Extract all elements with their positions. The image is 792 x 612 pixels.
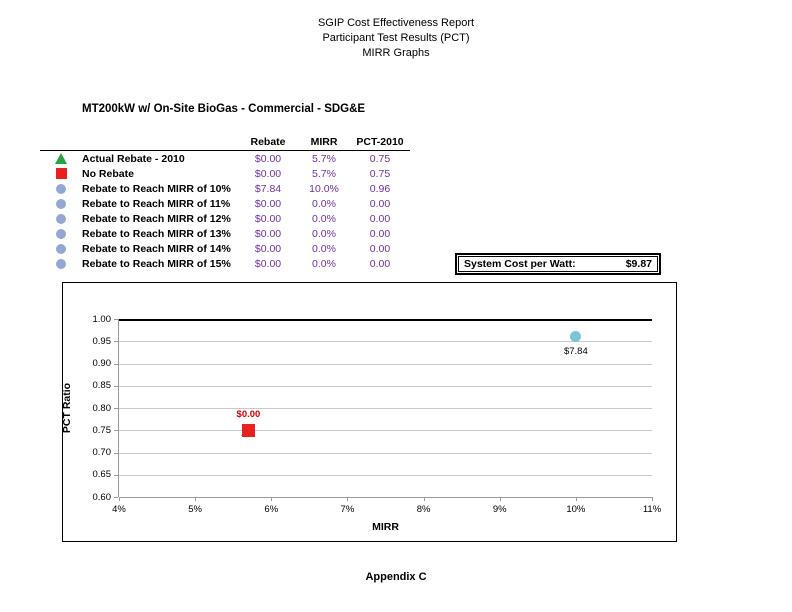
legend-table-header (40, 133, 410, 151)
mirr-chart (62, 282, 677, 542)
legend-table (40, 133, 410, 271)
x-tick-label: 9% (492, 504, 507, 515)
circle-marker-icon (56, 259, 66, 269)
legend-row-pct: 0.96 (369, 182, 391, 195)
legend-row-rebate: $0.00 (254, 227, 282, 240)
legend-row-mirr: 0.0% (312, 227, 336, 240)
x-tick-mark (271, 497, 272, 501)
legend-row-rebate: $0.00 (254, 257, 282, 270)
legend-marker-cell (40, 184, 82, 194)
system-cost-value: $9.87 (625, 258, 652, 270)
gridline-0.60 (119, 497, 652, 498)
legend-row-rebate: $0.00 (254, 197, 282, 210)
legend-row-pct: 0.00 (369, 242, 391, 255)
legend-row-label: Rebate to Reach MIRR of 11% (82, 197, 231, 210)
x-tick-label: 6% (264, 504, 279, 515)
legend-table-body (40, 151, 410, 271)
legend-row-label: Rebate to Reach MIRR of 15% (82, 257, 231, 270)
legend-row-pct: 0.75 (369, 152, 391, 165)
legend-row-mirr: 5.7% (312, 152, 336, 165)
x-tick-label: 11% (642, 504, 662, 515)
gridline-0.75 (119, 430, 652, 431)
y-tick-mark (114, 386, 118, 387)
y-tick-mark (114, 430, 118, 431)
y-tick-mark (114, 341, 118, 342)
chart-plot-area (92, 313, 662, 515)
header-pct-2010: PCT-2010 (356, 135, 404, 148)
x-tick-mark (347, 497, 348, 501)
x-axis-title: MIRR (372, 521, 399, 533)
legend-table-row (40, 181, 410, 196)
y-tick-label: 0.65 (92, 469, 111, 481)
legend-row-mirr: 0.0% (312, 197, 336, 210)
data-point-label: $7.84 (563, 346, 588, 358)
x-tick-mark (119, 497, 120, 501)
header-mirr: MIRR (310, 135, 338, 148)
legend-row-mirr: 5.7% (312, 167, 336, 180)
legend-row-label: No Rebate (82, 167, 134, 180)
y-tick-mark (114, 453, 118, 454)
y-tick-mark (114, 364, 118, 365)
legend-row-mirr: 0.0% (312, 257, 336, 270)
legend-marker-cell (40, 229, 82, 239)
legend-row-rebate: $0.00 (254, 242, 282, 255)
circle-marker-icon (56, 199, 66, 209)
x-tick-label: 7% (340, 504, 355, 515)
y-tick-mark (114, 319, 118, 320)
y-tick-label: 0.95 (92, 335, 111, 347)
legend-row-label: Rebate to Reach MIRR of 14% (82, 242, 231, 255)
legend-marker-cell (40, 168, 82, 179)
legend-marker-cell (40, 259, 82, 269)
legend-row-pct: 0.00 (369, 197, 391, 210)
legend-table-row (40, 256, 410, 271)
system-cost-inner (458, 256, 658, 272)
legend-table-row (40, 151, 410, 166)
x-tick-mark (576, 497, 577, 501)
legend-row-mirr: 10.0% (309, 182, 339, 195)
y-tick-label: 0.90 (92, 358, 111, 369)
header-rebate: Rebate (250, 135, 286, 148)
legend-row-label: Rebate to Reach MIRR of 12% (82, 212, 231, 225)
y-tick-label: 0.70 (92, 447, 111, 458)
y-tick-label: 0.85 (92, 380, 111, 392)
legend-row-pct: 0.75 (369, 167, 391, 180)
data-point-label: $0.00 (236, 408, 261, 420)
y-tick-mark (114, 497, 118, 498)
legend-table-row (40, 226, 410, 241)
legend-row-rebate: $0.00 (254, 152, 282, 165)
legend-row-pct: 0.00 (369, 257, 391, 270)
legend-marker-cell (40, 214, 82, 224)
circle-marker-icon (56, 244, 66, 254)
y-tick-label: 1.00 (92, 313, 111, 325)
legend-row-label: Actual Rebate - 2010 (82, 152, 185, 165)
gridline-0.90 (119, 364, 652, 365)
scenario-title: MT200kW w/ On-Site BioGas - Commercial - SDG&E (82, 103, 366, 115)
triangle-marker-icon (55, 153, 67, 164)
data-point-square (242, 424, 255, 437)
x-tick-label: 10% (566, 504, 586, 515)
legend-row-pct: 0.00 (369, 227, 391, 240)
legend-row-rebate: $7.84 (254, 182, 282, 195)
y-axis-title: PCT Ratio (61, 382, 73, 434)
legend-marker-cell (40, 244, 82, 254)
gridline-0.70 (119, 453, 652, 454)
x-tick-mark (424, 497, 425, 501)
circle-marker-icon (56, 184, 66, 194)
legend-row-mirr: 0.0% (312, 212, 336, 225)
report-title (0, 16, 792, 61)
legend-row-pct: 0.00 (369, 212, 391, 225)
gridline-1.00 (119, 319, 652, 321)
legend-row-mirr: 0.0% (312, 242, 336, 255)
x-tick-mark (500, 497, 501, 501)
legend-table-row (40, 196, 410, 211)
legend-table-row (40, 241, 410, 256)
gridline-0.80 (119, 408, 652, 409)
legend-table-row (40, 211, 410, 226)
x-tick-mark (652, 497, 653, 501)
legend-marker-cell (40, 199, 82, 209)
report-title-line1: SGIP Cost Effectiveness Report (317, 17, 475, 29)
y-tick-mark (114, 408, 118, 409)
circle-marker-icon (56, 214, 66, 224)
system-cost-label: System Cost per Watt: (464, 258, 576, 270)
footer-appendix: Appendix C (365, 571, 427, 583)
gridline-0.65 (119, 475, 652, 476)
y-tick-label: 0.60 (92, 491, 111, 503)
y-tick-label: 0.75 (92, 424, 111, 436)
x-tick-label: 4% (112, 504, 126, 515)
x-tick-label: 5% (188, 504, 202, 515)
gridline-0.85 (119, 386, 652, 387)
x-tick-mark (195, 497, 196, 501)
legend-row-label: Rebate to Reach MIRR of 10% (82, 182, 231, 195)
y-tick-mark (114, 475, 118, 476)
system-cost-box (455, 253, 661, 275)
legend-marker-cell (40, 153, 82, 164)
legend-row-rebate: $0.00 (254, 167, 282, 180)
report-title-line3: MIRR Graphs (362, 47, 430, 59)
square-marker-icon (56, 168, 67, 179)
y-tick-label: 0.80 (92, 402, 111, 414)
legend-row-rebate: $0.00 (254, 212, 282, 225)
report-title-line2: Participant Test Results (PCT) (322, 32, 470, 44)
x-tick-label: 8% (416, 504, 431, 515)
legend-row-label: Rebate to Reach MIRR of 13% (82, 227, 231, 240)
circle-marker-icon (56, 229, 66, 239)
legend-table-row (40, 166, 410, 181)
